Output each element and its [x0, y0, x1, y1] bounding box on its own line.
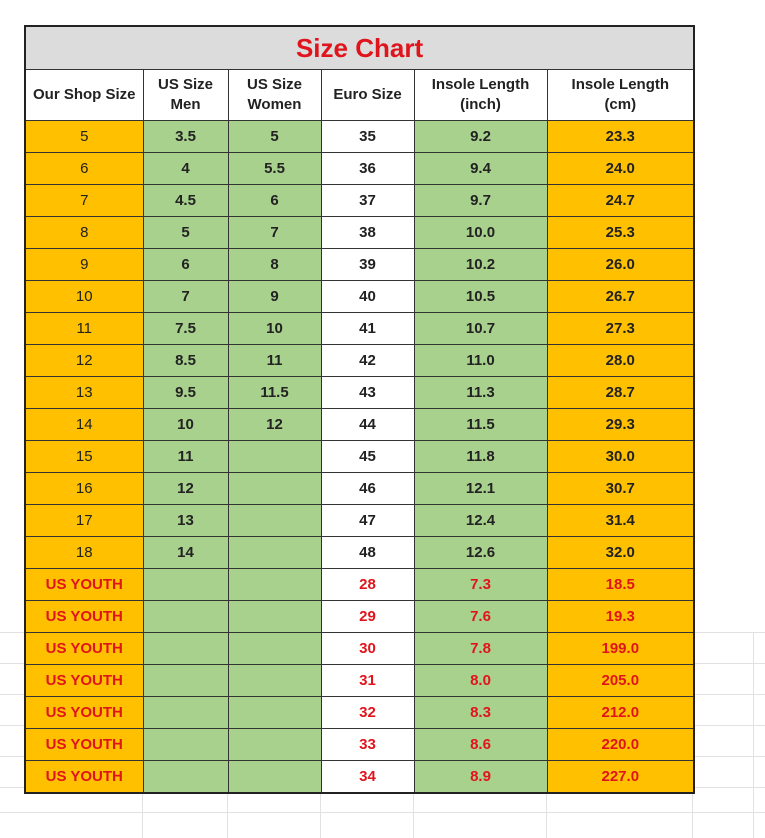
- cell-euro-size: 35: [321, 121, 414, 153]
- cell-insole-cm: 18.5: [547, 569, 694, 601]
- cell-shop-size: 16: [25, 473, 143, 505]
- cell-us-men: 11: [143, 441, 228, 473]
- cell-insole-cm: 212.0: [547, 697, 694, 729]
- table-row: [25, 377, 694, 409]
- cell-euro-size: 38: [321, 217, 414, 249]
- cell-shop-size: 18: [25, 537, 143, 569]
- cell-shop-size: US YOUTH: [25, 761, 143, 794]
- cell-insole-inch: 10.2: [414, 249, 547, 281]
- cell-us-women: [228, 537, 321, 569]
- cell-insole-cm: 25.3: [547, 217, 694, 249]
- table-row: [25, 729, 694, 761]
- table-row: [25, 249, 694, 281]
- cell-insole-inch: 7.3: [414, 569, 547, 601]
- cell-shop-size: 8: [25, 217, 143, 249]
- cell-euro-size: 45: [321, 441, 414, 473]
- cell-insole-inch: 9.4: [414, 153, 547, 185]
- cell-insole-cm: 220.0: [547, 729, 694, 761]
- cell-insole-cm: 31.4: [547, 505, 694, 537]
- cell-euro-size: 34: [321, 761, 414, 794]
- cell-us-men: 3.5: [143, 121, 228, 153]
- cell-euro-size: 40: [321, 281, 414, 313]
- cell-us-men: [143, 729, 228, 761]
- cell-us-men: 6: [143, 249, 228, 281]
- cell-us-men: 13: [143, 505, 228, 537]
- table-row: [25, 217, 694, 249]
- cell-us-women: 10: [228, 313, 321, 345]
- header-us-men: US Size Men: [143, 70, 228, 121]
- cell-insole-inch: 11.0: [414, 345, 547, 377]
- cell-insole-inch: 9.2: [414, 121, 547, 153]
- cell-us-women: [228, 761, 321, 794]
- table-row: [25, 601, 694, 633]
- table-row: [25, 441, 694, 473]
- cell-euro-size: 42: [321, 345, 414, 377]
- cell-insole-inch: 10.0: [414, 217, 547, 249]
- header-us-women: US Size Women: [228, 70, 321, 121]
- cell-insole-inch: 11.8: [414, 441, 547, 473]
- cell-shop-size: 7: [25, 185, 143, 217]
- cell-insole-cm: 26.7: [547, 281, 694, 313]
- cell-us-women: 9: [228, 281, 321, 313]
- cell-us-men: 4.5: [143, 185, 228, 217]
- cell-insole-cm: 27.3: [547, 313, 694, 345]
- cell-us-women: 6: [228, 185, 321, 217]
- cell-insole-inch: 10.5: [414, 281, 547, 313]
- cell-euro-size: 41: [321, 313, 414, 345]
- cell-us-women: 7: [228, 217, 321, 249]
- cell-insole-cm: 28.0: [547, 345, 694, 377]
- cell-insole-inch: 7.6: [414, 601, 547, 633]
- table-row: [25, 633, 694, 665]
- cell-insole-cm: 28.7: [547, 377, 694, 409]
- cell-euro-size: 37: [321, 185, 414, 217]
- cell-shop-size: US YOUTH: [25, 569, 143, 601]
- table-row: [25, 153, 694, 185]
- cell-euro-size: 47: [321, 505, 414, 537]
- cell-shop-size: 15: [25, 441, 143, 473]
- cell-shop-size: US YOUTH: [25, 601, 143, 633]
- cell-us-women: [228, 441, 321, 473]
- cell-shop-size: US YOUTH: [25, 633, 143, 665]
- cell-us-men: [143, 697, 228, 729]
- cell-us-men: 12: [143, 473, 228, 505]
- cell-euro-size: 30: [321, 633, 414, 665]
- cell-shop-size: 9: [25, 249, 143, 281]
- header-euro-size: Euro Size: [321, 70, 414, 121]
- table-row: [25, 537, 694, 569]
- cell-us-women: 11.5: [228, 377, 321, 409]
- cell-us-men: 5: [143, 217, 228, 249]
- cell-insole-inch: 8.0: [414, 665, 547, 697]
- cell-euro-size: 31: [321, 665, 414, 697]
- cell-us-men: 14: [143, 537, 228, 569]
- cell-us-men: 4: [143, 153, 228, 185]
- cell-insole-inch: 11.3: [414, 377, 547, 409]
- cell-shop-size: 10: [25, 281, 143, 313]
- cell-euro-size: 46: [321, 473, 414, 505]
- cell-euro-size: 29: [321, 601, 414, 633]
- cell-us-women: [228, 505, 321, 537]
- cell-us-women: [228, 633, 321, 665]
- cell-shop-size: 13: [25, 377, 143, 409]
- table-row: [25, 569, 694, 601]
- table-row: [25, 121, 694, 153]
- cell-euro-size: 36: [321, 153, 414, 185]
- cell-us-men: 7.5: [143, 313, 228, 345]
- cell-insole-cm: 227.0: [547, 761, 694, 794]
- cell-us-men: 10: [143, 409, 228, 441]
- cell-euro-size: 48: [321, 537, 414, 569]
- cell-insole-cm: 199.0: [547, 633, 694, 665]
- cell-insole-cm: 30.0: [547, 441, 694, 473]
- header-insole-inch: Insole Length (inch): [414, 70, 547, 121]
- cell-us-men: 8.5: [143, 345, 228, 377]
- table-row: [25, 185, 694, 217]
- cell-us-men: 9.5: [143, 377, 228, 409]
- cell-insole-cm: 23.3: [547, 121, 694, 153]
- chart-title: Size Chart: [25, 26, 694, 70]
- cell-insole-cm: 19.3: [547, 601, 694, 633]
- cell-us-men: [143, 569, 228, 601]
- cell-insole-cm: 24.7: [547, 185, 694, 217]
- cell-us-men: [143, 601, 228, 633]
- table-row: [25, 473, 694, 505]
- cell-shop-size: 5: [25, 121, 143, 153]
- cell-insole-inch: 8.9: [414, 761, 547, 794]
- cell-us-women: [228, 665, 321, 697]
- cell-insole-cm: 205.0: [547, 665, 694, 697]
- cell-insole-inch: 12.1: [414, 473, 547, 505]
- table-row: [25, 345, 694, 377]
- cell-insole-inch: 8.6: [414, 729, 547, 761]
- cell-shop-size: US YOUTH: [25, 665, 143, 697]
- cell-us-women: [228, 729, 321, 761]
- cell-us-women: 12: [228, 409, 321, 441]
- cell-us-women: 8: [228, 249, 321, 281]
- cell-insole-inch: 7.8: [414, 633, 547, 665]
- cell-us-men: [143, 633, 228, 665]
- cell-insole-inch: 12.6: [414, 537, 547, 569]
- cell-us-women: [228, 697, 321, 729]
- cell-euro-size: 43: [321, 377, 414, 409]
- cell-insole-cm: 26.0: [547, 249, 694, 281]
- cell-insole-cm: 29.3: [547, 409, 694, 441]
- size-chart-table: [24, 25, 695, 794]
- table-row: [25, 313, 694, 345]
- cell-euro-size: 32: [321, 697, 414, 729]
- header-row: [25, 70, 694, 121]
- cell-us-men: [143, 665, 228, 697]
- cell-euro-size: 33: [321, 729, 414, 761]
- cell-insole-inch: 12.4: [414, 505, 547, 537]
- cell-shop-size: 17: [25, 505, 143, 537]
- header-insole-cm: Insole Length (cm): [547, 70, 694, 121]
- cell-us-men: [143, 761, 228, 794]
- cell-euro-size: 44: [321, 409, 414, 441]
- table-row: [25, 409, 694, 441]
- cell-insole-cm: 30.7: [547, 473, 694, 505]
- cell-insole-inch: 9.7: [414, 185, 547, 217]
- table-row: [25, 761, 694, 794]
- cell-us-women: 11: [228, 345, 321, 377]
- cell-insole-cm: 32.0: [547, 537, 694, 569]
- header-shop-size: Our Shop Size: [25, 70, 143, 121]
- cell-us-women: 5: [228, 121, 321, 153]
- cell-euro-size: 28: [321, 569, 414, 601]
- cell-shop-size: US YOUTH: [25, 697, 143, 729]
- cell-shop-size: 14: [25, 409, 143, 441]
- table-row: [25, 281, 694, 313]
- cell-us-men: 7: [143, 281, 228, 313]
- cell-insole-inch: 10.7: [414, 313, 547, 345]
- size-rows: [25, 121, 694, 794]
- table-row: [25, 665, 694, 697]
- cell-us-women: [228, 601, 321, 633]
- cell-insole-inch: 8.3: [414, 697, 547, 729]
- cell-shop-size: 12: [25, 345, 143, 377]
- cell-euro-size: 39: [321, 249, 414, 281]
- table-row: [25, 697, 694, 729]
- cell-shop-size: 11: [25, 313, 143, 345]
- cell-shop-size: 6: [25, 153, 143, 185]
- cell-us-women: 5.5: [228, 153, 321, 185]
- cell-insole-inch: 11.5: [414, 409, 547, 441]
- cell-shop-size: US YOUTH: [25, 729, 143, 761]
- cell-us-women: [228, 569, 321, 601]
- cell-insole-cm: 24.0: [547, 153, 694, 185]
- table-row: [25, 505, 694, 537]
- cell-us-women: [228, 473, 321, 505]
